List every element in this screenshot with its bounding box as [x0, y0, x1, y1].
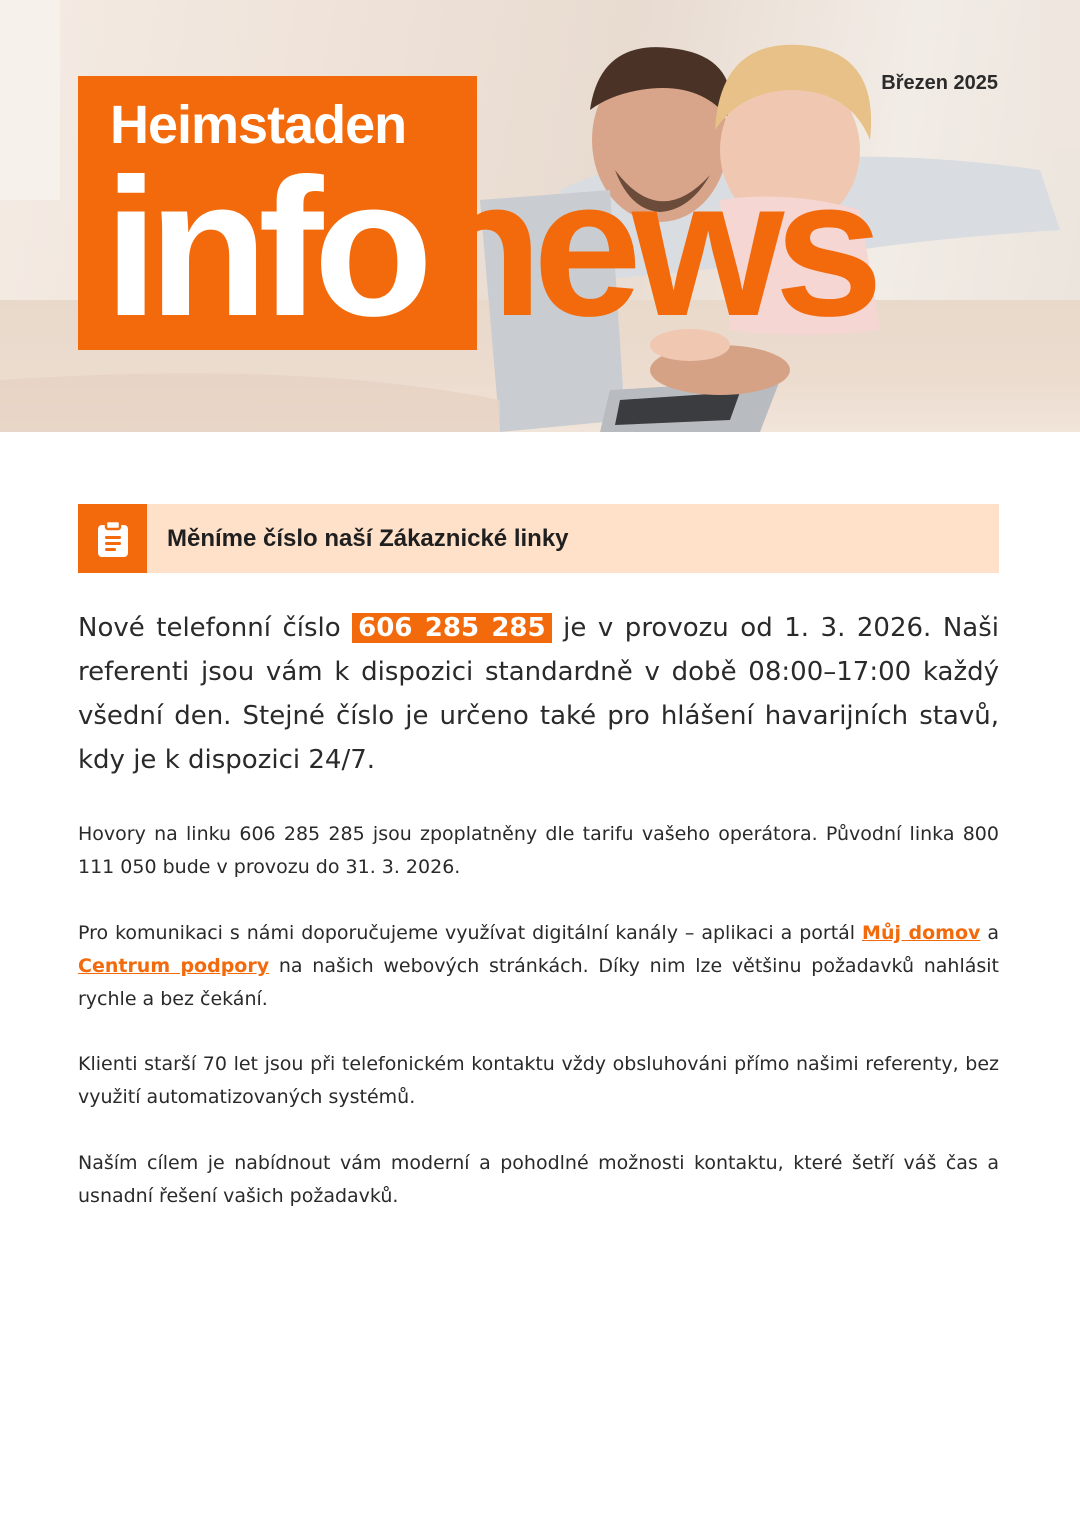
section-header: [78, 504, 999, 573]
logo-word-info: info: [104, 138, 424, 357]
paragraph-charges: Hovory na linku 606 285 285 jsou zpoplatněny dle tarifu vašeho operátora. Původní linka 800 111 050 bude v provozu do 31. 3. 2026.: [78, 823, 999, 878]
hero-rug: [0, 373, 500, 432]
link-centrum-podpory[interactable]: Centrum podpory: [78, 955, 270, 977]
hero-shelf: [1040, 0, 1080, 150]
lead-text-after: je v provozu od 1. 3. 2026. Naši referenti jsou vám k dispozici standardně v době 08:00–17:00 každý všední den. Stejné číslo je určeno také pro hlášení havarijních stavů, kdy je k dispozici 24/7.: [78, 613, 1000, 775]
logo-brand: Heimstaden: [110, 95, 407, 155]
lead-paragraph: [78, 606, 999, 782]
logo-word-news: news: [423, 138, 874, 357]
issue-date: Březen 2025: [881, 72, 998, 94]
p2-text-before: Pro komunikaci s námi doporučujeme využívat digitální kanály – aplikaci a portál: [78, 922, 863, 944]
hero-cabinet: [0, 0, 60, 200]
clipboard-icon: [78, 504, 147, 573]
paragraph-seniors: Klienti starší 70 let jsou při telefonickém kontaktu vždy obsluhováni přímo našimi referenty, bez využití automatizovaných systémů.: [78, 1053, 999, 1108]
link-muj-domov[interactable]: Můj domov: [862, 922, 981, 944]
lead-text-before: Nové telefonní číslo: [78, 613, 353, 643]
paragraph-goal: Naším cílem je nabídnout vám moderní a pohodlné možnosti kontaktu, které šetří váš čas a usnadní řešení vašich požadavků.: [78, 1152, 999, 1207]
logo-wordmark: [104, 138, 873, 358]
section-title: Měníme číslo naší Zákaznické linky: [167, 525, 569, 552]
phone-number-highlight: 606 285 285: [352, 613, 551, 643]
p2-text-after: na našich webových stránkách. Díky nim lze většinu požadavků nahlásit rychle a bez čekání.: [78, 955, 1000, 1010]
p2-text-mid: a: [980, 922, 1000, 944]
paragraph-digital-channels: [78, 917, 999, 1016]
hero-banner: [0, 0, 1080, 432]
